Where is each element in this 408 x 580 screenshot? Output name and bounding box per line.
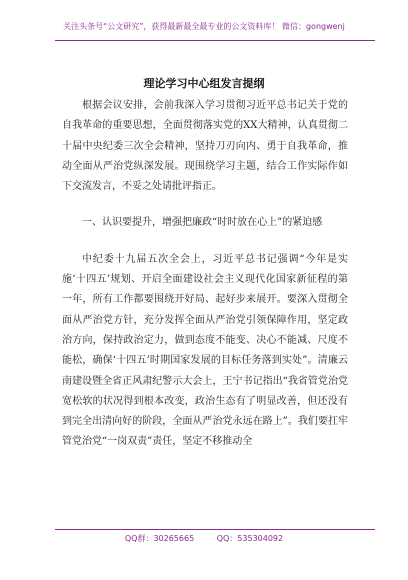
paragraph-intro: 根据会议安排，会前我深入学习贯彻习近平总书记关于党的自我革命的重要思想，全面贯彻落实党的XX大精神，认真贯彻二十届中央纪委三次全会精神，坚持刀刃向内、勇于自我革命，推动全面从严治党纵深发展。现围绕学习主题，结合工作实际作如下交流发言，不妥之处请批评指正。 [62,100,348,193]
section-heading-1: 一、认识要提升，增强把廉政“时时放在心上”的紧迫感 [82,217,323,229]
document-body [62,96,348,453]
header-divider [55,40,375,41]
paragraph-section-1: 中纪委十九届五次全会上，习近平总书记强调“今年是实施‘十四五’规划、开启全面建设社会主义现代化国家新征程的第一年，所有工作都要围绕开好局、起好步来展开。要深入贯彻全面从严治党方针，充分发挥全面从严治党引领保障作用，坚定政治方向，保持政治定力，做到态度不能变、决心不能减、尺度不能松，确保‘十四五’时期国家发展的目标任务落到实处”。清廉云南建设暨全省正风肃纪警示大会上，王宁书记指出“我省管党治党宽松软的状况得到根本改变，政治生态有了明显改善，但还没有到完全出清向好的阶段，全面从严治党永远在路上”。我们要扛牢管党治党“一岗双责”责任，坚定不移推动全 [62,253,348,448]
header-banner: 关注头条号“公文研究”，获得最新最全最专业的公文资料库！ 微信：gongwenj [63,22,345,31]
footer-contact: QQ群：30265665 QQ：535304092 [124,534,284,543]
document-title: 理论学习中心组发言提纲 [143,77,265,90]
footer-divider [55,529,375,530]
